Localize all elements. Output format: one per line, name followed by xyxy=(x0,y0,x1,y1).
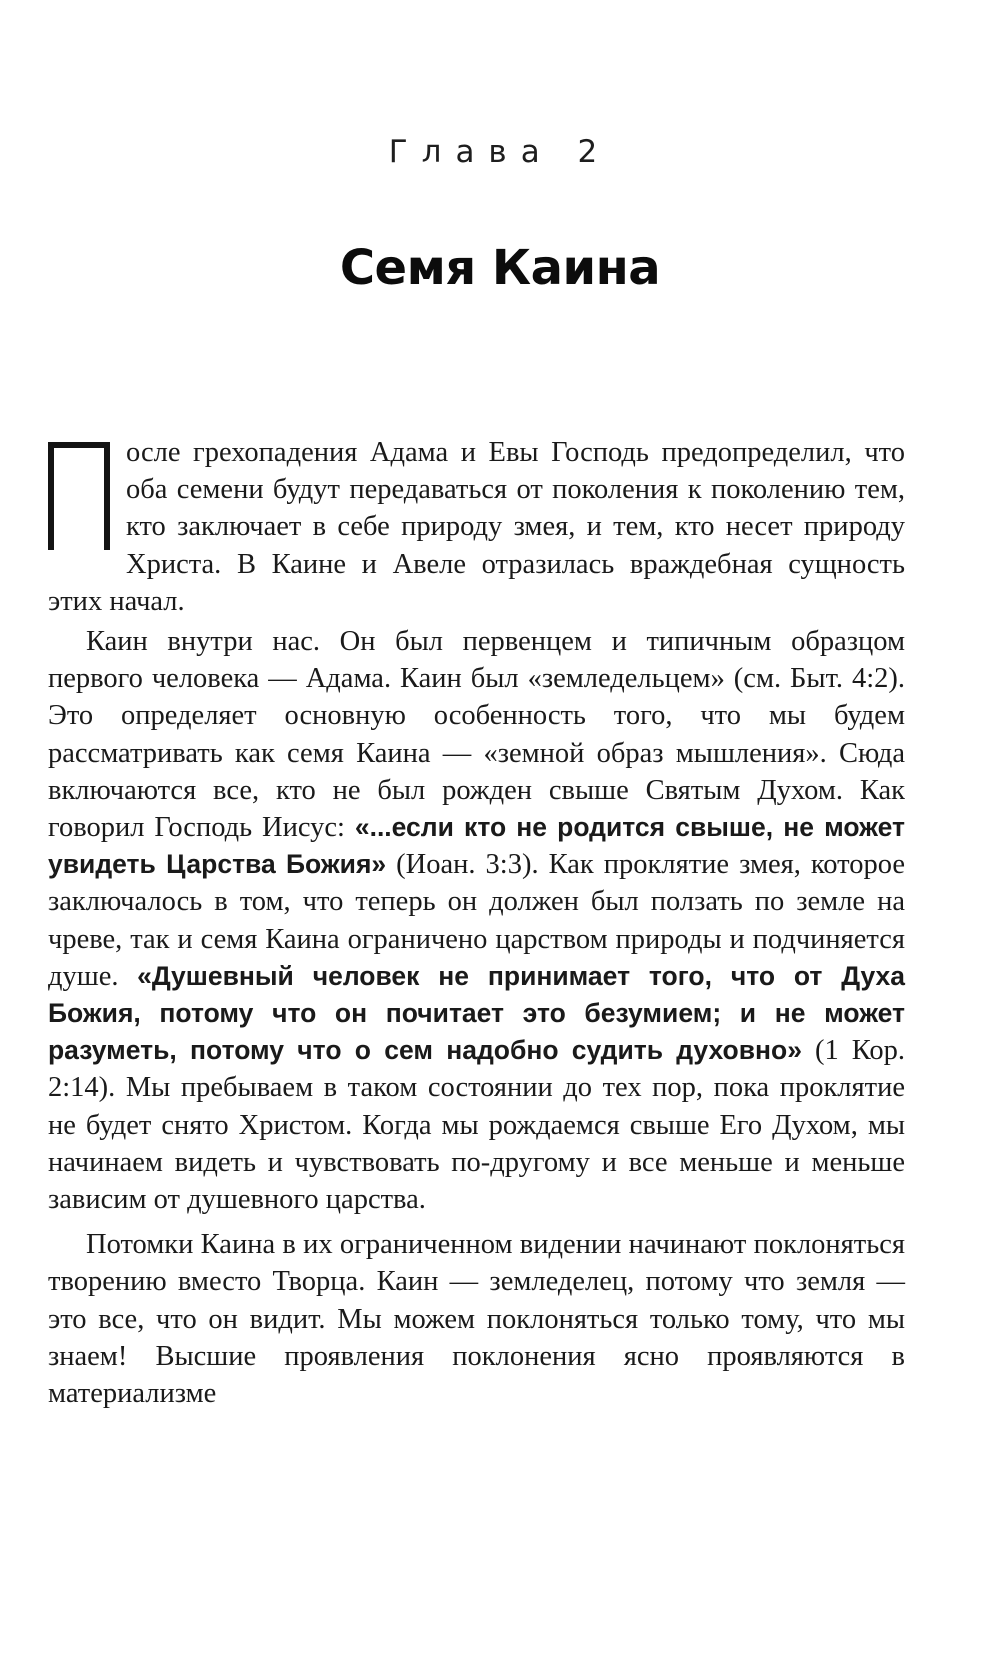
paragraph-1 xyxy=(48,434,905,620)
paragraph-2-text-a: Каин внутри нас. Он был первенцем и типичным образцом первого человека — Адама. Каин был «земледельцем» (см. Быт. 4:2). Это определяет основную особенность того, что мы будем рассматривать как семя Каина — «земной образ мышления». Сюда включаются все, кто не был рожден свыше Святым Духом. Как говорил Господь Иисус: xyxy=(48,626,905,844)
paragraph-2 xyxy=(48,623,905,1218)
paragraph-1-text: осле грехопадения Адама и Евы Господь предопределил, что оба семени будут передаваться от поколения к поколению тем, кто заключает в себе природу змея, и тем, кто несет природу Христа. В Каине и Авеле отразилась враждебная сущность этих начал. xyxy=(48,437,905,617)
chapter-label: Глава 2 xyxy=(388,134,612,170)
drop-cap-letter xyxy=(48,442,110,550)
bold-quote-1-cor-2-14: «Душевный человек не принимает того, что от Духа Божия, потому что он почитает это безумием; и не может разуметь, потому что о сем надобно судить духовно» xyxy=(48,960,905,1066)
drop-cap-glyph xyxy=(48,442,110,550)
paragraph-2-text-b: (Иоан. 3:3). Как проклятие змея, которое заключалось в том, что теперь он должен был ползать по земле на чреве, так и семя Каина ограничено царством природы и подчиняется душе. xyxy=(48,849,905,992)
chapter-title: Семя Каина xyxy=(339,240,661,296)
bold-quote-john-3-3: «...если кто не родится свыше, не может увидеть Царства Божия» xyxy=(48,812,905,880)
paragraph-3-text: Потомки Каина в их ограниченном видении начинают поклоняться творению вместо Творца. Каин — земледелец, потому что земля — это все, что он видит. Мы можем поклоняться только тому, что мы знаем! Высшие проявления поклонения ясно проявляются в материализме xyxy=(48,1229,905,1410)
paragraph-2-text-c: (1 Кор. 2:14). Мы пребываем в таком состоянии до тех пор, пока проклятие не будет снято Христом. Когда мы рождаемся свыше Его Духом, мы начинаем видеть и чувствовать по-другому и все меньше и меньше зависим от душевного царства. xyxy=(48,1035,905,1216)
chapter-body xyxy=(48,434,905,1412)
paragraph-3 xyxy=(48,1226,905,1412)
